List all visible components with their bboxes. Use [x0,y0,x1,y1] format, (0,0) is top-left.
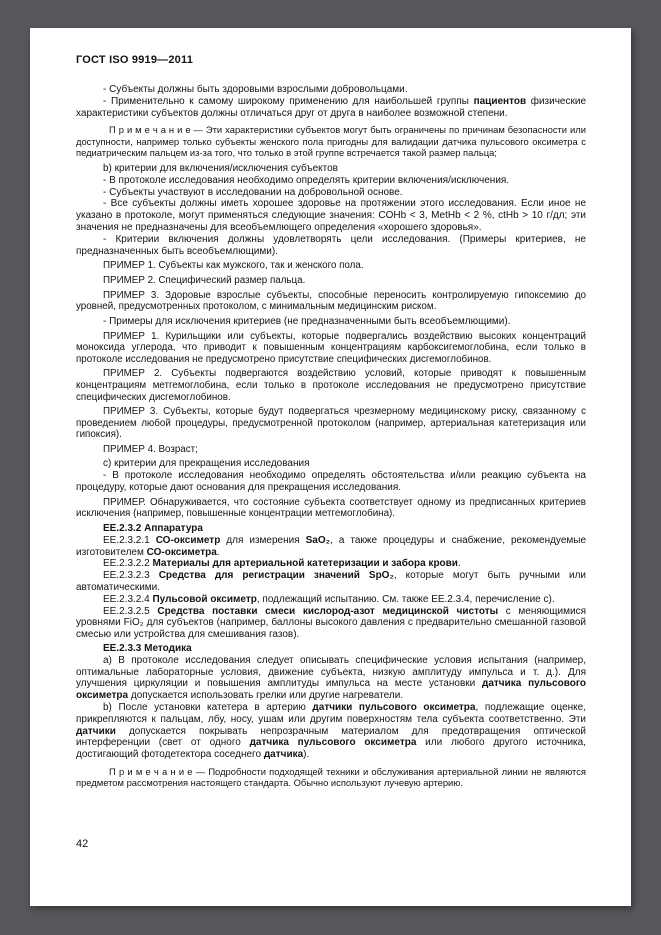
text-run: датчики [76,725,116,737]
section-heading [76,643,586,655]
text-run: ЕЕ.2.3.2.4 [103,593,153,605]
paragraph [76,163,586,175]
paragraph [76,535,586,559]
text-run: - Примеры для исключения критериев (не предназначенными быть всеобъемлющими). [103,315,511,327]
paragraph [76,558,586,570]
text-run: СО-оксиметра [146,546,217,558]
document-header-title: ГОСТ ISO 9919—2011 [76,54,194,66]
paragraph [76,470,586,494]
text-run: ПРИМЕР 3. Здоровые взрослые субъекты, способные переносить контролируемую гипоксемию до уровней, предусмотренных протоколом, с минимальным медицинским риском. [76,289,586,313]
text-run: допускается использовать грелки или другие нагреватели. [128,690,404,702]
text-run: c) критерии для прекращения исследования [103,458,310,470]
text-run: - Применительно к самому широкому применению для наибольшей группы [103,95,474,107]
text-run: с меняющимися уровнями FiO₂ для субъектов (например, баллоны высокого давления с предварительно смешанной газовой смесью или устройства для смешивания газов). [76,605,586,641]
text-run: датчика пульсового оксиметра [76,678,586,702]
text-run: , а также процедуры и снабжение, рекомендуемые изготовителем [76,534,586,558]
text-run: , подлежащие оценке, прикрепляются к пальцам, лбу, носу, ушам или другим поверхностям тела субъекта соответственно. Эти [76,702,586,725]
section-heading [76,523,586,535]
document-body [76,84,586,788]
text-run: Средства для регистрации значений SpO₂ [158,570,394,582]
paragraph [76,198,586,233]
text-run: b) После установки катетера в артерию [103,702,313,714]
page-content [30,28,631,788]
paragraph [76,96,586,120]
paragraph [76,655,586,702]
text-run: или любого другого источника, достигающий фотодетектора соседнего [76,737,586,761]
paragraph [76,368,586,403]
text-run: датчика [263,749,304,761]
text-run: Пульсовой оксиметр [152,593,257,605]
text-run: , которые могут быть ручными или автоматическими. [76,570,586,594]
text-run: ПРИМЕР 4. Возраст; [103,443,198,455]
paragraph [76,84,586,96]
text-run: для измерения [220,534,306,546]
paragraph [76,444,586,456]
text-run: ЕЕ.2.3.2.3 [103,570,159,582]
paragraph [76,766,586,788]
text-run: b) критерии для включения/исключения субъектов [103,163,338,174]
paragraph [76,458,586,470]
page-number: 42 [76,838,89,850]
paragraph [76,497,586,520]
text-run: СО-оксиметр [155,534,221,546]
text-run: . [457,558,461,570]
text-run: Средства поставки смеси кислород-азот медицинской чистоты [157,605,499,617]
paragraph [76,316,586,328]
text-run: a) В протоколе исследования следует описывать специфические условия испытания (например, оптимальные лабораторные условия, движение субъекта, низкую амплитуду импульса и т. д.). Для улучшения циркуляции и повышения амплитуды импульса на месте установки [76,654,586,690]
text-run: ). [303,749,310,761]
paragraph [76,124,586,158]
text-run: датчика пульсового оксиметра [249,737,417,749]
text-run: ЕЕ.2.3.2.2 [103,558,153,570]
paragraph [76,234,586,258]
document-page [30,28,631,906]
text-run: ПРИМЕР. Обнаруживается, что состояние субъекта соответствует одному из предписанных критериев исключения (например, повышенные концентрации метгемоглобина). [76,496,586,520]
paragraph [76,260,586,272]
text-run: ПРИМЕР 1. Субъекты как мужского, так и женского пола. [103,260,364,272]
paragraph [76,187,586,199]
text-run: - В протоколе исследования необходимо определять критерии включения/исключения. [103,174,510,186]
text-run: ПРИМЕР 2. Специфический размер пальца. [103,274,306,286]
text-run: SaO₂ [305,534,331,546]
text-run: ЕЕ.2.3.2.1 [103,534,156,546]
text-run: - Все субъекты должны иметь хорошее здоровье на протяжении этого исследования. Если иное не указано в протоколе, могут применяться следующие значения: COHb < 3, MetHb < 2 %, ctHb > 10 г/дл; эти значения не предназначены для всеобъемлющего определения «хорошего здоровья». [76,198,586,233]
text-run: ПРИМЕР 2. Субъекты подвергаются воздействию условий, которые приводят к повышенным концентрациям метгемоглобина, если только в протоколе исследования не предусмотрено присутствие специфических дисгемоглобинов. [76,368,586,403]
text-run: П р и м е ч а н и е — Эти характеристики субъектов могут быть ограничены по причинам безопасности или доступности, например только субъекты женского пола пригодны для валидации датчика пульсового оксиметра с педиатрическим пальцем из-за того, что только в этой группе встречается такой размер пальца; [76,124,586,158]
text-run: ПРИМЕР 1. Курильщики или субъекты, которые подвергались воздействию высоких концентраций моноксида углерода, что приводит к повышенным концентрациям карбоксигемоглобина, если только в протоколе исследования не предусмотрено присутствие специфических дисгемоглобинов. [76,330,586,365]
paragraph [76,275,586,287]
text-run: ПРИМЕР 3. Субъекты, которые будут подвергаться чрезмерному медицинскому риску, связанному с проведением любой процедуры, предусмотренной протоколом (например, артериальная катетеризация или гипоксия). [76,406,586,441]
text-run: ЕЕ.2.3.2 Аппаратура [103,523,203,535]
paragraph [76,606,586,641]
text-run: - Субъекты должны быть здоровыми взрослыми добровольцами. [103,84,408,95]
text-run: физические характеристики субъектов должны отличаться друг от друга в наиболее возможной степени. [76,95,587,119]
paragraph [76,570,586,594]
paragraph [76,406,586,441]
text-run: ЕЕ.2.3.3 Методика [103,643,192,655]
text-run: П р и м е ч а н и е — Подробности подходящей техники и обслуживания артериальной линии не являются предметом рассмотрения настоящего стандарта. Обычно используют лучевую артерию. [76,766,586,789]
paragraph [76,594,586,606]
text-run: - В протоколе исследования необходимо определять обстоятельства и/или реакцию субъекта на процедуру, которые дают основания для прекращения исследования. [76,470,586,494]
text-run: допускается покрывать непрозрачным материалом для предотвращения оптической интерференции (свет от одного [76,725,586,749]
text-run: ЕЕ.2.3.2.5 [103,605,158,617]
paragraph [76,331,586,366]
text-run: Материалы для артериальной катетеризации и забора крови [152,558,458,570]
text-run: датчики пульсового оксиметра [312,702,476,714]
text-run: пациентов [473,95,527,107]
text-run: , подлежащий испытанию. См. также ЕЕ.2.3.4, перечисление c). [256,593,555,605]
text-run: . [216,546,220,558]
paragraph [76,702,586,761]
text-run: - Субъекты участвуют в исследовании на добровольной основе. [103,186,403,198]
text-run: - Критерии включения должны удовлетворять цели исследования. (Примеры критериев, не предназначенных быть всеобъемлющими). [76,233,586,257]
paragraph [76,175,586,187]
paragraph [76,290,586,313]
